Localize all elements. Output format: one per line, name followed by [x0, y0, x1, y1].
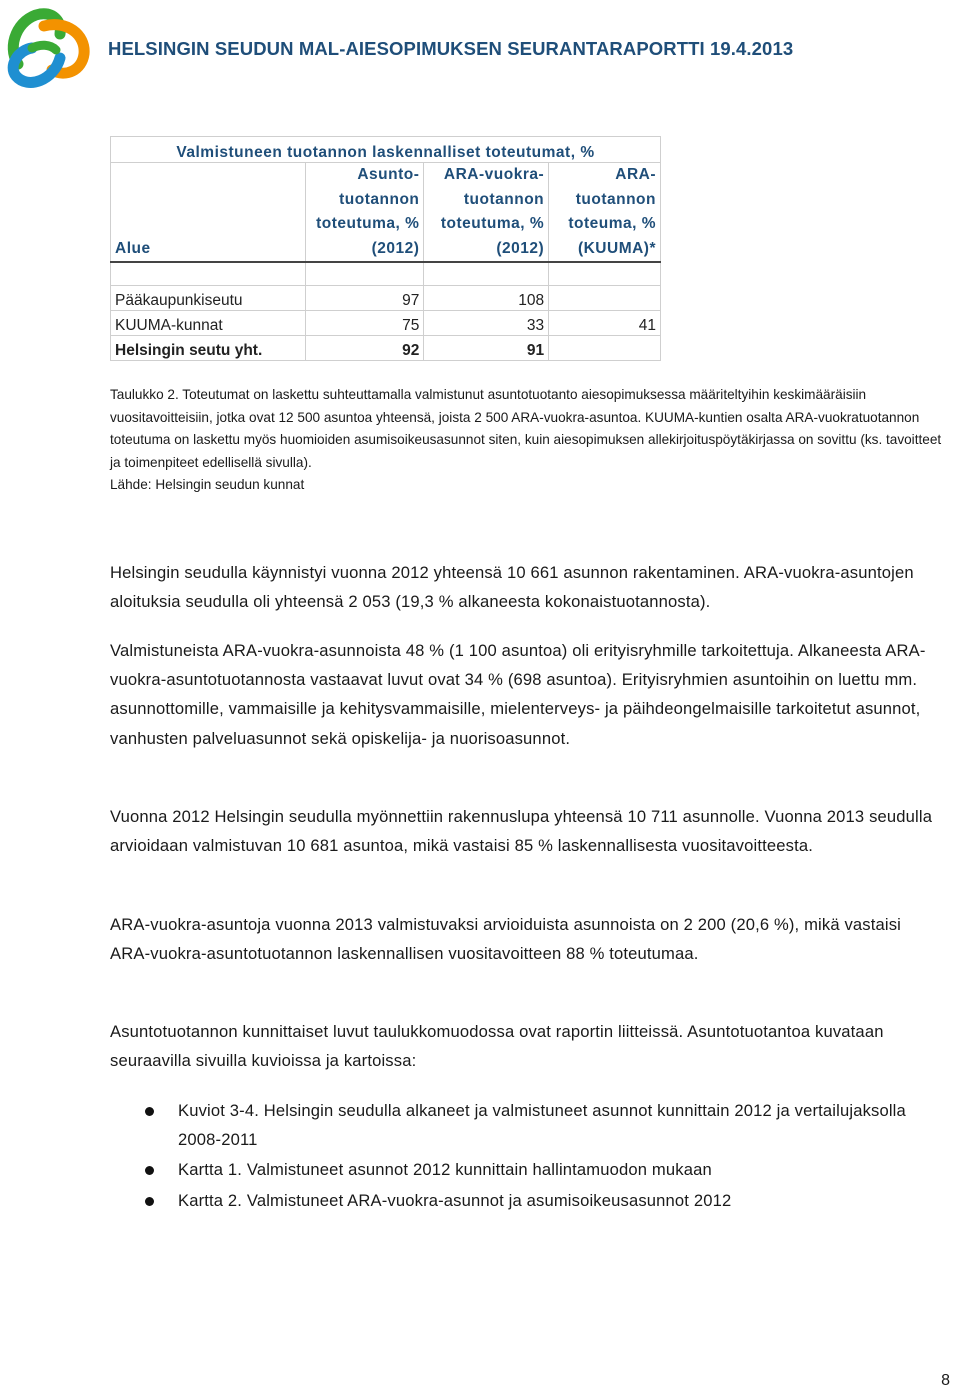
table-row: [111, 286, 661, 311]
paragraph-special-groups: Valmistuneista ARA-vuokra-asunnoista 48 % (1 100 asuntoa) oli erityisryhmille tarkoitettuja. Alkaneesta ARA-vuokra-asuntotuotannosta vastaavat luvut ovat 34 % (698 asuntoa). Erityisryhmien asuntoihin on luettu mm. asunnottomille, vammaisille ja kehitysvammaisille, mielenterveys- ja päihdeongelmaisille tarkoitetut asunnot, vanhusten palveluasunnot sekä opiskelija- ja nuorisoasunnot.: [110, 641, 926, 748]
paragraph-housing-starts: Helsingin seudulla käynnistyi vuonna 2012 yhteensä 10 661 asunnon rakentaminen. ARA-vuokra-asuntojen aloituksia seudulla oli yhteensä 2 053 (19,3 % alkaneesta kokonaistuotannosta).: [110, 563, 914, 612]
table-source: Lähde: Helsingin seudun kunnat: [110, 477, 305, 492]
row-kuuma: 41: [549, 311, 661, 336]
bullet-icon: [145, 1166, 154, 1175]
intertwined-rings-logo-icon: [4, 4, 90, 90]
row-kuuma: [549, 286, 661, 311]
row-ara: 33: [424, 311, 549, 336]
list-item: Kuviot 3-4. Helsingin seudulla alkaneet ja valmistuneet asunnot kunnittain 2012 ja vertailujaksolla 2008-2011: [110, 1096, 940, 1154]
table-row-total: [111, 336, 661, 361]
list-item: Kartta 2. Valmistuneet ARA-vuokra-asunnot ja asumisoikeusasunnot 2012: [110, 1186, 940, 1215]
paragraph-appendix-reference: Asuntotuotannon kunnittaiset luvut taulukkomuodossa ovat raportin liitteissä. Asuntotuotantoa kuvataan seuraavilla sivuilla kuvioissa ja kartoissa:: [110, 1022, 884, 1071]
row-area: Helsingin seutu yht.: [111, 336, 306, 361]
row-ara: 91: [424, 336, 549, 361]
results-table: [110, 136, 661, 361]
list-item: Kartta 1. Valmistuneet asunnot 2012 kunnittain hallintamuodon mukaan: [110, 1155, 940, 1184]
row-total: 92: [305, 336, 424, 361]
paragraph-building-permits: Vuonna 2012 Helsingin seudulla myönnettiin rakennuslupa yhteensä 10 711 asunnolle. Vuonna 2013 seudulla arvioidaan valmistuvan 10 681 asuntoa, mikä vastaisi 85 % laskennallisesta vuositavoitteesta.: [110, 807, 933, 856]
row-total: 75: [305, 311, 424, 336]
row-area: Pääkaupunkiseutu: [111, 286, 306, 311]
table-note-text: Taulukko 2. Toteutumat on laskettu suhteuttamalla valmistunut asuntotuotanto aiesopimuksessa määriteltyihin keskimääräisiin vuositavoitteisiin, jotka ovat 12 500 asuntoa yhteensä, joista 2 500 ARA-vuokra-asuntoa. KUUMA-kuntien osalta ARA-vuokratuotannon toteutuma on laskettu myös huomioiden asumisoikeusasunnot siten, kuin aiesopimuksen allekirjoituspöytäkirjassa on sovittu (ks. tavoitteet ja toimenpiteet edellisellä sivulla).: [110, 387, 942, 470]
figure-list: [110, 1096, 940, 1216]
bullet-icon: [145, 1197, 154, 1206]
report-header-title: HELSINGIN SEUDUN MAL-AIESOPIMUKSEN SEURANTARAPORTTI 19.4.2013: [108, 38, 794, 59]
table-row: [111, 311, 661, 336]
bullet-icon: [145, 1107, 154, 1116]
column-header-housing-total: Asunto- tuotannon toteutuma, % (2012): [305, 163, 424, 263]
table-caption: Valmistuneen tuotannon laskennalliset toteutumat, %: [111, 137, 661, 163]
table-spacer-row: [111, 262, 661, 286]
paragraph-ara-forecast: ARA-vuokra-asuntoja vuonna 2013 valmistuvaksi arvioiduista asunnoista on 2 200 (20,6 %), mikä vastaisi ARA-vuokra-asuntotuotannon laskennallisen vuositavoitteen 88 % toteutumaa.: [110, 915, 902, 964]
row-area: KUUMA-kunnat: [111, 311, 306, 336]
row-ara: 108: [424, 286, 549, 311]
table-header-row: [111, 163, 661, 263]
column-header-alue: Alue: [111, 163, 306, 263]
row-kuuma: [549, 336, 661, 361]
column-header-ara-rental: ARA-vuokra- tuotannon toteutuma, % (2012): [424, 163, 549, 263]
column-header-ara-kuuma: ARA- tuotannon toteuma, % (KUUMA)*: [549, 163, 661, 263]
table-note: [110, 384, 950, 497]
page-number: 8: [941, 1372, 950, 1389]
row-total: 97: [305, 286, 424, 311]
